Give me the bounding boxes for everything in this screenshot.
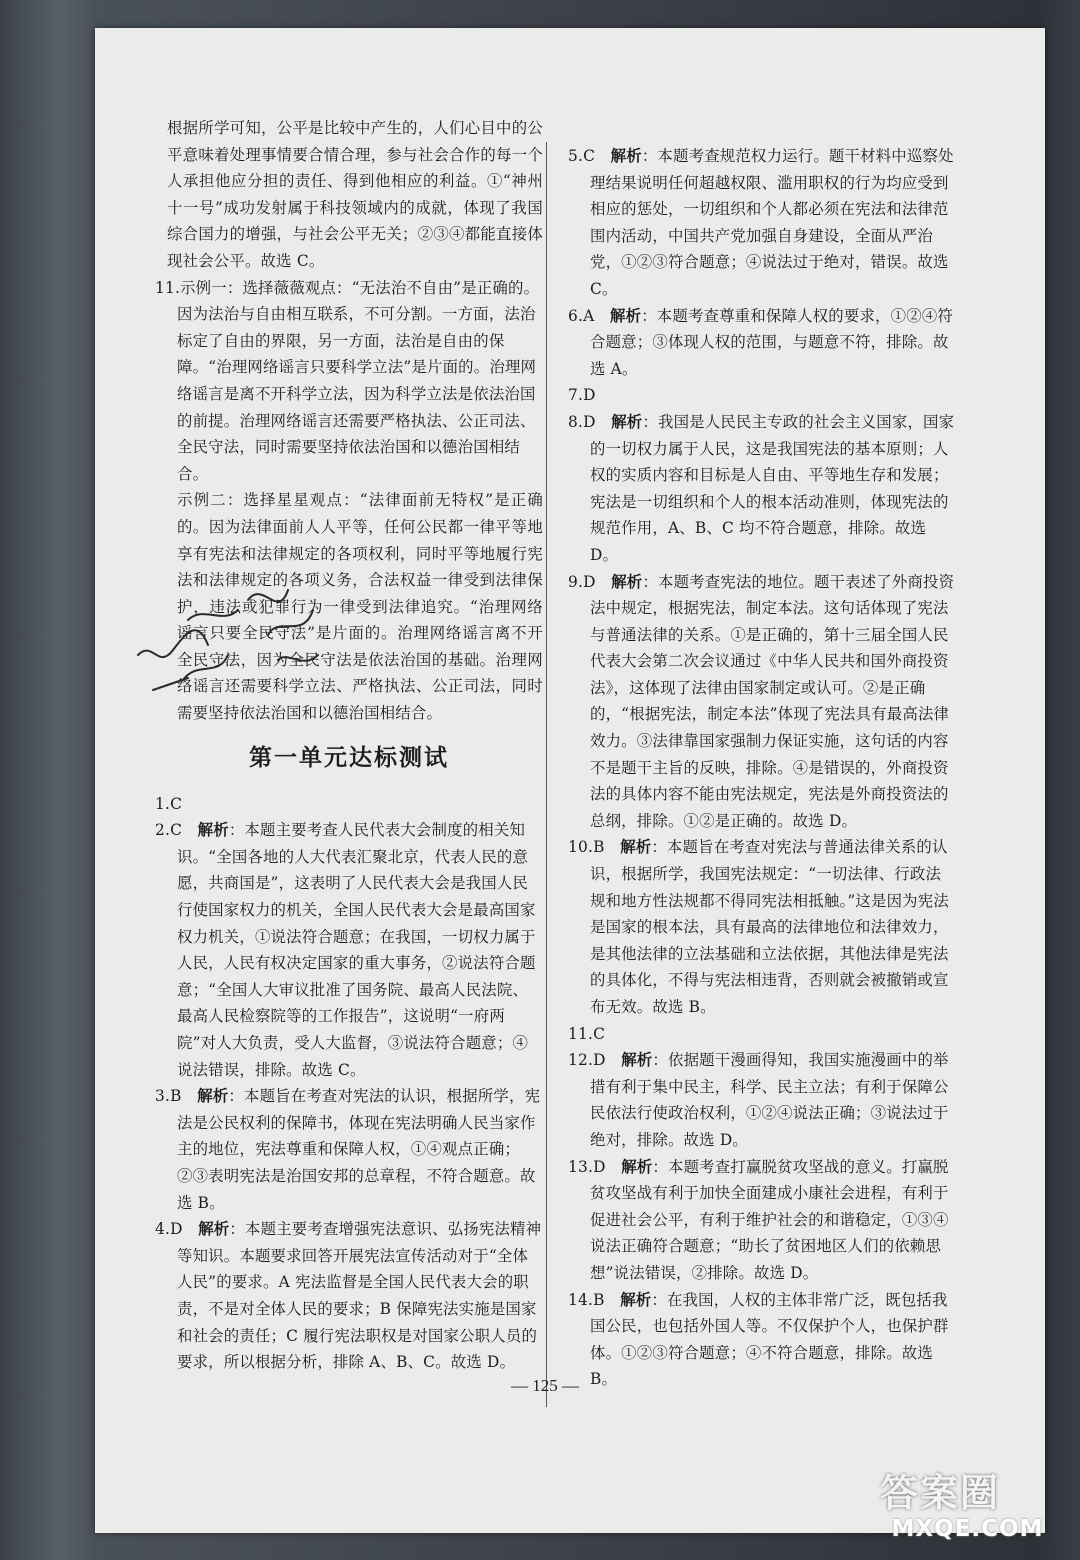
answer-item	[568, 1021, 956, 1048]
answer-item	[568, 303, 956, 383]
page-number-dash-right: —	[562, 1376, 579, 1395]
jiexi-label: 解析	[611, 412, 643, 431]
answer-number: 12.D	[568, 1051, 606, 1070]
answer-number: 4.D	[155, 1220, 183, 1239]
answer-item	[568, 143, 956, 303]
right-answer-list	[568, 143, 956, 1393]
answer-item	[568, 409, 956, 569]
page-number-value: 125	[532, 1376, 558, 1395]
answer-number: 8.D	[568, 412, 596, 431]
answer-item	[568, 834, 956, 1020]
answer-number: 13.D	[568, 1157, 606, 1176]
answer-explanation: ：本题旨在考查对宪法与普通法律关系的认识，根据所学，我国宪法规定：“一切法律、行政法规和地方性法规都不得同宪法相抵触。”这是因为宪法是国家的根本法，具有最高的法律地位和法律效力，是其他法律的立法基础和立法依据，其他法律是宪法的具体化，不得与宪法相违背，否则就会被撤销或宣布无效。故选 B。	[590, 838, 949, 1016]
page-number-dash-left: —	[511, 1376, 528, 1395]
jiexi-label: 解析	[611, 572, 643, 591]
jiexi-label: 解析	[197, 1087, 229, 1106]
watermark	[860, 1468, 1070, 1553]
right-column	[568, 143, 956, 1393]
jiexi-label: 解析	[198, 1220, 230, 1239]
answer-number: 5.C	[568, 147, 596, 165]
answer-item	[155, 791, 543, 818]
answer-explanation: ：我国是人民民主专政的社会主义国家，国家的一切权力属于人民，这是我国宪法的基本原则；人权的实质内容和目标是人自由、平等地生存和发展；宪法是一切组织和个人的根本活动准则，体现宪法的规范作用，A、B、C 均不符合题意，排除。故选 D。	[590, 412, 955, 564]
q11-example-two: 示例二：选择星星观点：“法律面前无特权”是正确的。因为法律面前人人平等，任何公民都一律平等地享有宪法和法律规定的各项权利，同时平等地履行宪法和法律规定的各项义务，合法权益一律受到法律保护，违法或犯罪行为一律受到法律追究。“治理网络谣言只要全民守法”是片面的。治理网络谣言离不开全民守法，因为全民守法是依法治国的基础。治理网络谣言还需要科学立法、严格执法、公正司法，同时需要坚持依法治国和以德治国相结合。	[177, 491, 543, 723]
q11-example-one: 示例一：选择薇薇观点：“无法治不自由”是正确的。因为法治与自由相互联系，不可分割。一方面，法治标定了自由的界限，另一方面，法治是自由的保障。“治理网络谣言只要科学立法”是片面的。治理网络谣言是离不开科学立法，因为科学立法是依法治国的前提。治理网络谣言还需要严格执法、公正司法、全民守法，同时需要坚持依法治国和以德治国相结合。	[177, 278, 540, 483]
section-heading: 第一单元达标测试	[249, 744, 449, 771]
answer-explanation: ：本题考查宪法的地位。题干表述了外商投资法中规定，根据宪法，制定本法。这句话体现了宪法与普通法律的关系。①是正确的，第十三届全国人民代表大会第二次会议通过《中华人民共和国外商投资法》，这体现了法律由国家制定或认可。②是正确的，“根据宪法，制定本法”体现了宪法具有最高法律效力。③法律靠国家强制力保证实施，这句话的内容不是题干主旨的反映，排除。④是错误的，外商投资法的具体内容不能由宪法规定，宪法是外商投资法的总纲，排除。①②是正确的。故选 D。	[590, 572, 955, 830]
jiexi-label: 解析	[197, 821, 229, 840]
jiexi-label: 解析	[610, 147, 642, 165]
answer-item	[568, 569, 956, 835]
answer-explanation: ：依据题干漫画得知，我国实施漫画中的举措有利于集中民主，科学、民主立法；有利于保障公民依法行使政治权利，①②④说法正确；③说法过于绝对，排除。故选 D。	[590, 1051, 949, 1149]
answer-item	[155, 1216, 543, 1376]
answer-item	[155, 1083, 543, 1216]
answer-item	[568, 1154, 956, 1287]
answer-number: 14.B	[568, 1290, 605, 1309]
watermark-site: MXQE.COM	[891, 1516, 1044, 1542]
answer-item	[568, 382, 956, 409]
answer-item	[568, 1047, 956, 1153]
answer-explanation: ：本题考查规范权力运行。题干材料中巡察处理结果说明任何超越权限、滥用职权的行为均应受到相应的惩处，一切组织和个人都必须在宪法和法律范围内活动，中国共产党加强自身建设，全面从严治党，①②③符合题意；④说法过于绝对，错误。故选 C。	[590, 147, 954, 298]
q11-number: 11.	[155, 278, 181, 297]
jiexi-label: 解析	[621, 1157, 653, 1176]
column-divider	[546, 142, 547, 1407]
watermark-logo: 答案圈	[880, 1471, 1001, 1515]
jiexi-label: 解析	[620, 1290, 652, 1309]
jiexi-label: 解析	[610, 306, 642, 325]
page-number	[490, 1376, 600, 1396]
handwriting-scribble	[128, 560, 328, 710]
answer-explanation: ：本题主要考查人民代表大会制度的相关知识。“全国各地的人大代表汇聚北京，代表人民的意愿，共商国是”，这表明了人民代表大会是我国人民行使国家权力的机关，全国人民代表大会是最高国家权力机关，①说法符合题意；在我国，一切权力属于人民，人民有权决定国家的重大事务，②说法符合题意；“全国人大审议批准了国务院、最高人民法院、最高人民检察院等的工作报告”，这说明“一府两院”对人大负责，受人大监督，③说法符合题意；④说法错误，排除。故选 C。	[177, 821, 536, 1079]
answer-number: 10.B	[568, 838, 605, 857]
answer-explanation: ：本题考查尊重和保障人权的要求，①②④符合题意；③体现人权的范围，与题意不符，排除。故选 A。	[590, 306, 954, 378]
answer-number: 7.D	[568, 386, 596, 405]
answer-number: 1.C	[155, 794, 183, 813]
left-column	[155, 115, 543, 1376]
answer-number: 6.A	[568, 306, 595, 325]
answer-number: 3.B	[155, 1087, 182, 1106]
answer-item	[568, 1287, 956, 1393]
answer-number: 9.D	[568, 572, 596, 591]
answer-number: 2.C	[155, 821, 183, 840]
left-answer-list	[155, 791, 543, 1376]
jiexi-label: 解析	[621, 1051, 653, 1070]
jiexi-label: 解析	[620, 838, 652, 857]
answer-explanation: ：本题主要考查增强宪法意识、弘扬宪法精神等知识。本题要求回答开展宪法宣传活动对于“全体人民”的要求。A 宪法监督是全国人民代表大会的职责，不是对全体人民的要求；B 保障宪法实施是国家和社会的责任；C 履行宪法职权是对国家公职人员的要求，所以根据分析，排除 A、B、C。故选 D。	[177, 1220, 542, 1372]
q11-answer	[155, 275, 543, 488]
answer-item	[155, 817, 543, 1083]
answer-explanation: ：在我国，人权的主体非常广泛，既包括我国公民，也包括外国人等。不仅保护个人，也保护群体。①②③符合题意；④不符合题意，排除。故选 B。	[590, 1290, 949, 1389]
q10-continuation: 根据所学可知，公平是比较中产生的，人们心目中的公平意味着处理事情要合情合理，参与社会合作的每一个人承担他应分担的责任、得到他相应的利益。①“神州十一号”成功发射属于科技领域内的成就，体现了我国综合国力的增强，与社会公平无关；②③④都能直接体现社会公平。故选 C。	[167, 119, 543, 270]
answer-explanation: ：本题考查打赢脱贫攻坚战的意义。打赢脱贫攻坚战有利于加快全面建成小康社会进程，有利于促进社会公平，有利于维护社会的和谐稳定，①③④说法正确符合题意；“助长了贫困地区人们的依赖思想”说法错误，②排除。故选 D。	[590, 1157, 949, 1282]
answer-explanation: ：本题旨在考查对宪法的认识，根据所学，宪法是公民权利的保障书，体现在宪法明确人民当家作主的地位，宪法尊重和保障人权，①④观点正确；②③表明宪法是治国安邦的总章程，不符合题意。故选 B。	[177, 1087, 541, 1212]
answer-number: 11.C	[568, 1024, 606, 1043]
